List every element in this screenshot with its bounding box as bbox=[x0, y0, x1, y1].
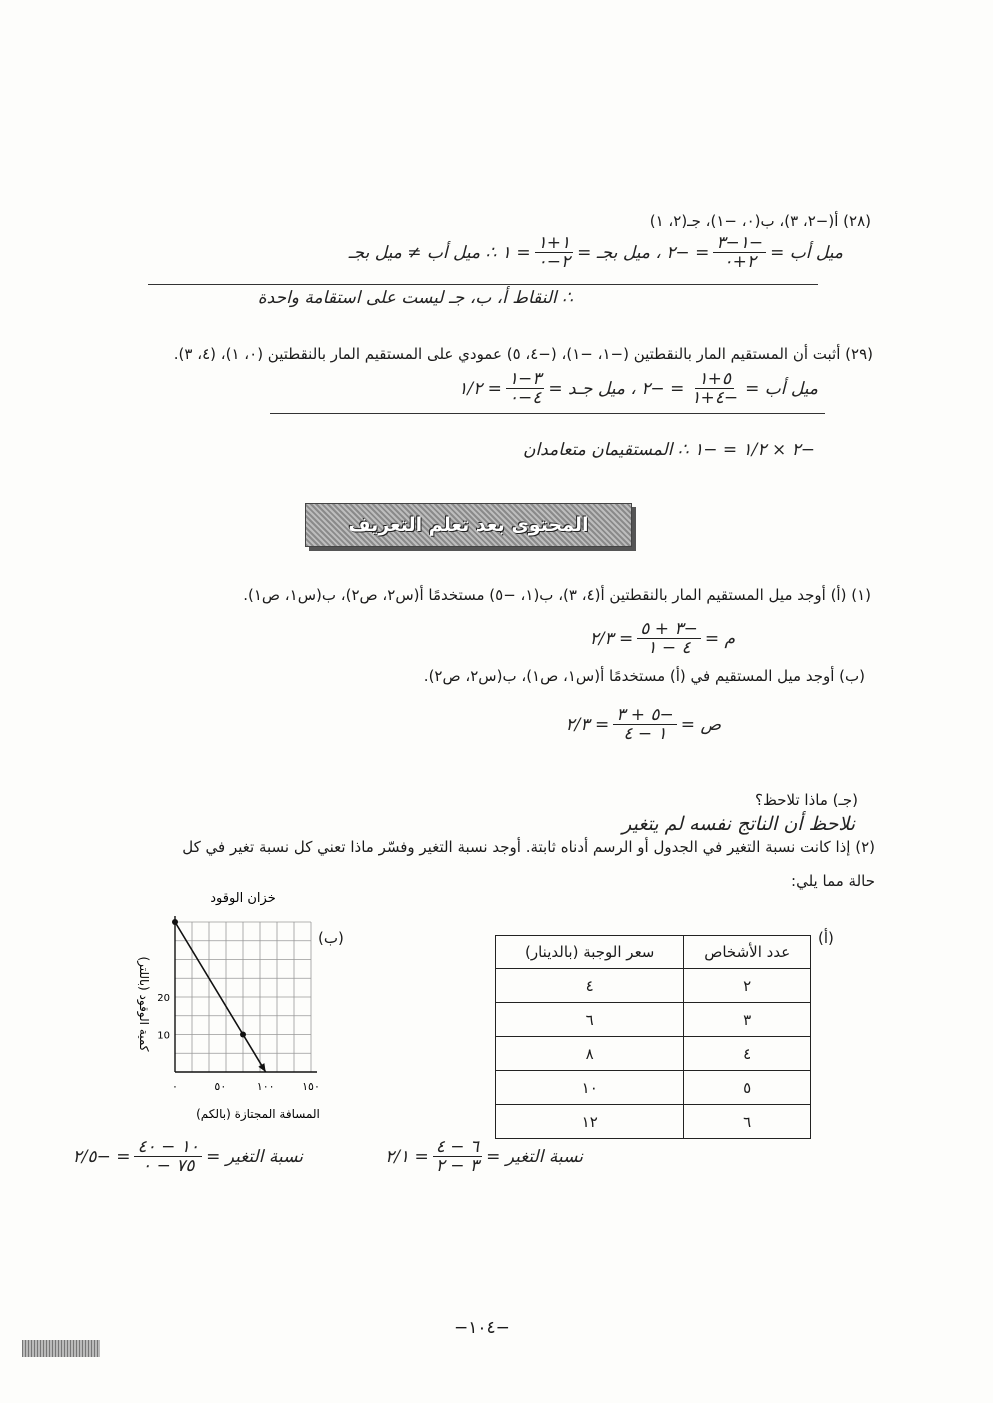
section-banner bbox=[305, 503, 632, 547]
page-number: −١٠٤− bbox=[454, 1318, 510, 1338]
chart-y-ticks bbox=[157, 993, 170, 1042]
chart-y-tick-label: 20 bbox=[157, 993, 170, 1004]
table-row bbox=[496, 969, 811, 1003]
q28-work-a: ميل أب = bbox=[770, 242, 843, 263]
q29-statement: (٢٩) أثبت أن المستقيم المار بالنقطتين (−١، −١)، (−٤، ٥) عمودي على المستقيم المار بالنقطتين (٠، ١)، (٤، ٣). bbox=[173, 345, 873, 363]
q28-work-line2: ∴ النقاط أ، ب، جـ ليست على استقامة واحدة bbox=[257, 288, 573, 308]
ex2-label-b: (ب) bbox=[318, 929, 344, 947]
chart-y-tick-label: 10 bbox=[157, 1030, 170, 1042]
ex1-part-b-frac-den: ١ − ٤ bbox=[623, 724, 667, 744]
q29-work-b: = −٢ ، ميل جـد = bbox=[548, 378, 685, 399]
q28-answer-rule bbox=[148, 284, 818, 285]
chart-x-tick-label: ٠ bbox=[172, 1080, 178, 1093]
table-work-frac bbox=[433, 1138, 482, 1175]
chart-title: خزان الوقود bbox=[210, 891, 276, 906]
chart-series bbox=[172, 919, 266, 1072]
q28-work-b: = −٢ ، ميل بجـ = bbox=[577, 242, 710, 263]
table-cell: ٤ bbox=[496, 969, 684, 1003]
q29-answer-rule bbox=[270, 413, 825, 414]
q28-frac2-num: ١+١ bbox=[535, 234, 574, 253]
table-work-lhs: نسبة التغير = bbox=[486, 1146, 583, 1167]
q28-statement: (٢٨) أ(−٢، ٣)، ب(٠، −١)، جـ(٢، ١) bbox=[649, 212, 871, 230]
ex1-part-a-frac-den: ٤ − ١ bbox=[647, 638, 691, 658]
table-row bbox=[496, 1037, 811, 1071]
chart-work-result: = −٢/٥ bbox=[72, 1146, 131, 1167]
table-row bbox=[496, 1105, 811, 1139]
q29-work-a: ميل أب = bbox=[745, 378, 818, 399]
ex1-part-a-result: = ٢/٣ bbox=[589, 628, 634, 649]
table-header-row bbox=[496, 936, 811, 969]
ex1-part-b: (ب) أوجد ميل المستقيم في (أ) مستخدمًا أ(س١، ص١)، ب(س٢، ص٢). bbox=[423, 667, 865, 685]
chart-y-label: كمية الوقود (باللتر) bbox=[137, 956, 151, 1052]
table-cell: ١٠ bbox=[496, 1071, 684, 1105]
table-row bbox=[496, 1003, 811, 1037]
ex1-part-a-lhs: م = bbox=[704, 628, 735, 649]
ex2-label-a: (أ) bbox=[818, 929, 834, 947]
chart-data-point bbox=[240, 1032, 246, 1038]
price-table bbox=[495, 935, 811, 1139]
q29-frac1-den: −٤+١ bbox=[691, 388, 739, 408]
chart-x-tick-label: ٥٠ bbox=[214, 1080, 227, 1093]
chart-x-tick-label: ١٠٠ bbox=[256, 1080, 275, 1093]
q28-frac1 bbox=[713, 234, 766, 271]
ex1-part-b-work bbox=[566, 706, 721, 743]
table-cell: ٦ bbox=[496, 1003, 684, 1037]
q28-frac2 bbox=[535, 234, 574, 271]
ex1-part-c: (جـ) ماذا تلاحظ؟ bbox=[755, 791, 858, 809]
chart-work-frac-den: ٧٥ − ٠ bbox=[142, 1156, 195, 1176]
ex1-part-b-frac bbox=[613, 706, 677, 743]
ex1-part-a-frac bbox=[637, 620, 701, 657]
chart-data-point bbox=[172, 919, 178, 925]
chart-work-frac-num: ١٠ − ٤٠ bbox=[134, 1138, 202, 1157]
ex2-line1: (٢) إذا كانت نسبة التغير في الجدول أو الرسم أدناه ثابتة. أوجد نسبة التغير وفسّر ماذا تعني كل نسبة تغير في كل bbox=[182, 838, 875, 856]
table-work-result: = ٢/١ bbox=[385, 1146, 429, 1167]
q29-frac1-num: ٥+١ bbox=[695, 370, 734, 389]
table-row bbox=[496, 1071, 811, 1105]
table-cell: ٥ bbox=[684, 1071, 811, 1105]
q29-work-line1 bbox=[458, 370, 818, 407]
q28-work-c: = ١ ∴ ميل أب ≠ ميل بجـ bbox=[348, 242, 531, 263]
chart-work-lhs: نسبة التغير = bbox=[206, 1146, 303, 1167]
chart-x-tick-label: ١٥٠ bbox=[302, 1080, 320, 1093]
table-work-frac-den: ٣ − ٢ bbox=[435, 1156, 480, 1176]
chart-x-ticks bbox=[172, 1080, 320, 1093]
ex1-part-a-work bbox=[590, 620, 735, 657]
table-cell: ٤ bbox=[684, 1037, 811, 1071]
chart-work bbox=[73, 1138, 303, 1175]
q28-frac2-den: ٢−٠ bbox=[537, 252, 571, 272]
q29-frac2-num: ٣−١ bbox=[506, 370, 545, 389]
table-header-price: سعر الوجبة (بالدينار) bbox=[496, 936, 684, 969]
fuel-tank-chart bbox=[115, 880, 330, 1125]
q29-frac2-den: ٤−٠ bbox=[508, 388, 542, 408]
table-cell: ٣ bbox=[684, 1003, 811, 1037]
ex1-part-b-frac-num: −٥ + ٣ bbox=[613, 706, 677, 725]
ex1-part-b-result: = ٢/٣ bbox=[565, 714, 610, 735]
ex1-part-a-frac-num: −٣ + ٥ bbox=[637, 620, 701, 639]
table-work-frac-num: ٦ − ٤ bbox=[433, 1138, 482, 1157]
chart-grid bbox=[175, 922, 311, 1072]
q29-work-line2: −٢ × ١/٢ = −١ ∴ المستقيمان متعامدان bbox=[522, 440, 815, 460]
table-work bbox=[385, 1138, 583, 1175]
table-cell: ١٢ bbox=[496, 1105, 684, 1139]
scan-stamp bbox=[22, 1340, 100, 1357]
section-banner-title: المحتوى بعد تعلم التعريف bbox=[348, 514, 589, 536]
chart-work-frac bbox=[134, 1138, 202, 1175]
q28-frac1-den: ٢+٠ bbox=[723, 252, 756, 272]
chart-axes bbox=[175, 916, 317, 1072]
q28-frac1-num: −١−٣ bbox=[713, 234, 766, 253]
table-cell: ٨ bbox=[496, 1037, 684, 1071]
ex1-part-b-lhs: ص = bbox=[680, 714, 721, 735]
table-header-people: عدد الأشخاص bbox=[684, 936, 811, 969]
q29-frac1 bbox=[688, 370, 741, 407]
q29-frac2 bbox=[506, 370, 545, 407]
q28-work-line1 bbox=[349, 234, 843, 271]
table-cell: ٦ bbox=[684, 1105, 811, 1139]
ex1-part-c-answer: نلاحظ أن الناتج نفسه لم يتغير bbox=[622, 813, 855, 835]
ex2-line2: حالة مما يلي: bbox=[791, 872, 875, 890]
chart-x-label: المسافة المجتازة (بالكم) bbox=[196, 1107, 320, 1121]
ex1-part-a: (١) (أ) أوجد ميل المستقيم المار بالنقطتين أ(٤، ٣)، ب(١، −٥) مستخدمًا أ(س٢، ص٢)، ب(س١، ص١). bbox=[243, 586, 871, 604]
table-cell: ٢ bbox=[684, 969, 811, 1003]
q29-work-c: = ١/٢ bbox=[458, 378, 502, 399]
